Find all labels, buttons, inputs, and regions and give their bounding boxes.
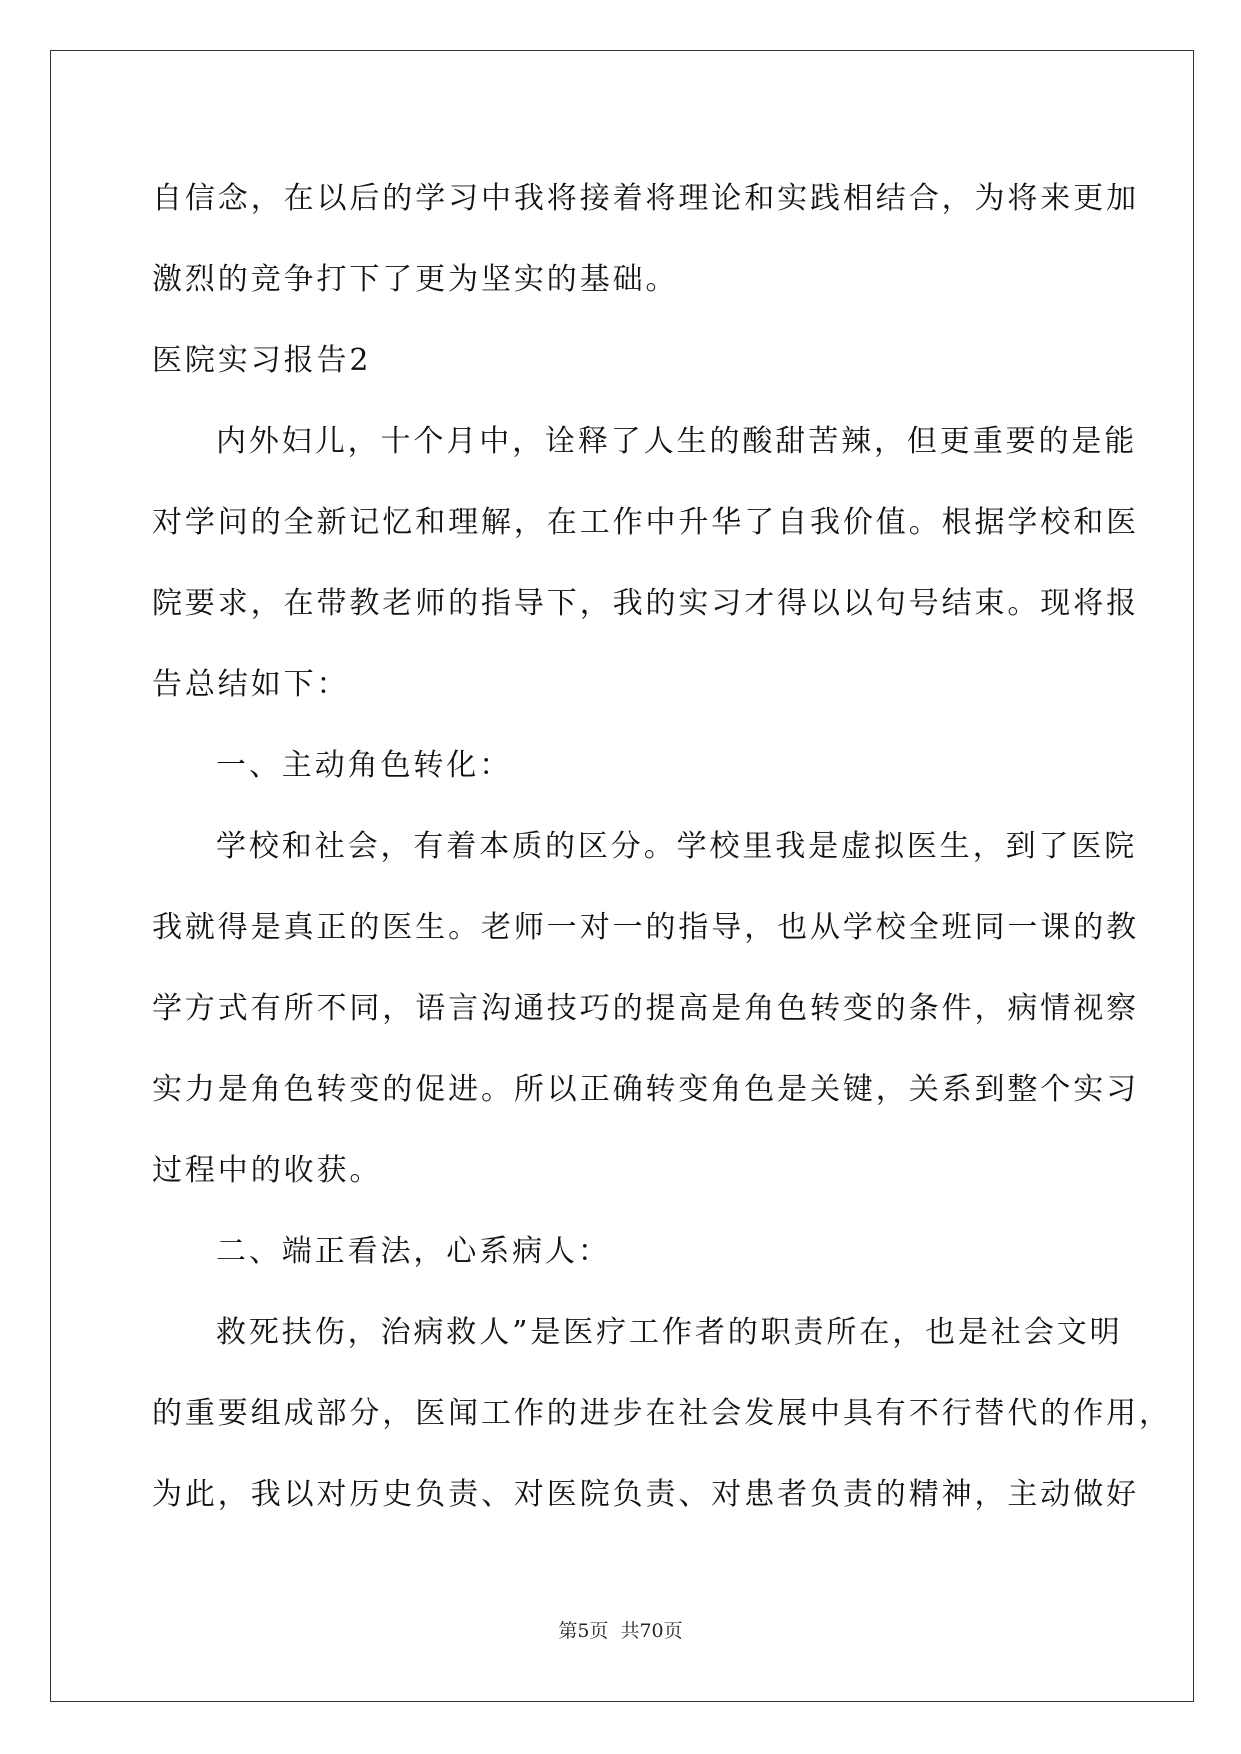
text-line: 救死扶伤，治病救人”是医疗工作者的职责所在，也是社会文明 (216, 1315, 1123, 1350)
page-number: 第5页 (558, 1620, 609, 1642)
text-line: 的重要组成部分，医闻工作的进步在社会发展中具有不行替代的作用， (152, 1396, 1172, 1431)
page-footer (0, 1616, 1241, 1643)
page-total: 共70页 (620, 1620, 683, 1642)
text-line: 学方式有所不同，语言沟通技巧的提高是角色转变的条件，病情视察 (152, 991, 1139, 1026)
text-line: 过程中的收获。 (152, 1153, 383, 1188)
text-line: 自信念，在以后的学习中我将接着将理论和实践相结合，为将来更加 (152, 181, 1139, 216)
text-line: 对学问的全新记忆和理解，在工作中升华了自我价值。根据学校和医 (152, 505, 1139, 540)
text-line: 我就得是真正的医生。老师一对一的指导，也从学校全班同一课的教 (152, 910, 1139, 945)
text-line: 实力是角色转变的促进。所以正确转变角色是关键，关系到整个实习 (152, 1072, 1139, 1107)
section-heading: 医院实习报告2 (152, 343, 372, 378)
text-line: 内外妇儿，十个月中，诠释了人生的酸甜苦辣，但更重要的是能 (216, 424, 1138, 459)
document-body (152, 158, 1172, 1535)
text-line: 院要求，在带教老师的指导下，我的实习才得以以句号结束。现将报 (152, 586, 1139, 621)
subheading: 一、主动角色转化： (216, 748, 513, 783)
text-line: 学校和社会，有着本质的区分。学校里我是虚拟医生，到了医院 (216, 829, 1138, 864)
text-line: 激烈的竞争打下了更为坚实的基础。 (152, 262, 679, 297)
text-line: 为此，我以对历史负责、对医院负责、对患者负责的精神，主动做好 (152, 1477, 1139, 1512)
subheading: 二、端正看法，心系病人： (216, 1234, 611, 1269)
text-line: 告总结如下： (152, 667, 350, 702)
